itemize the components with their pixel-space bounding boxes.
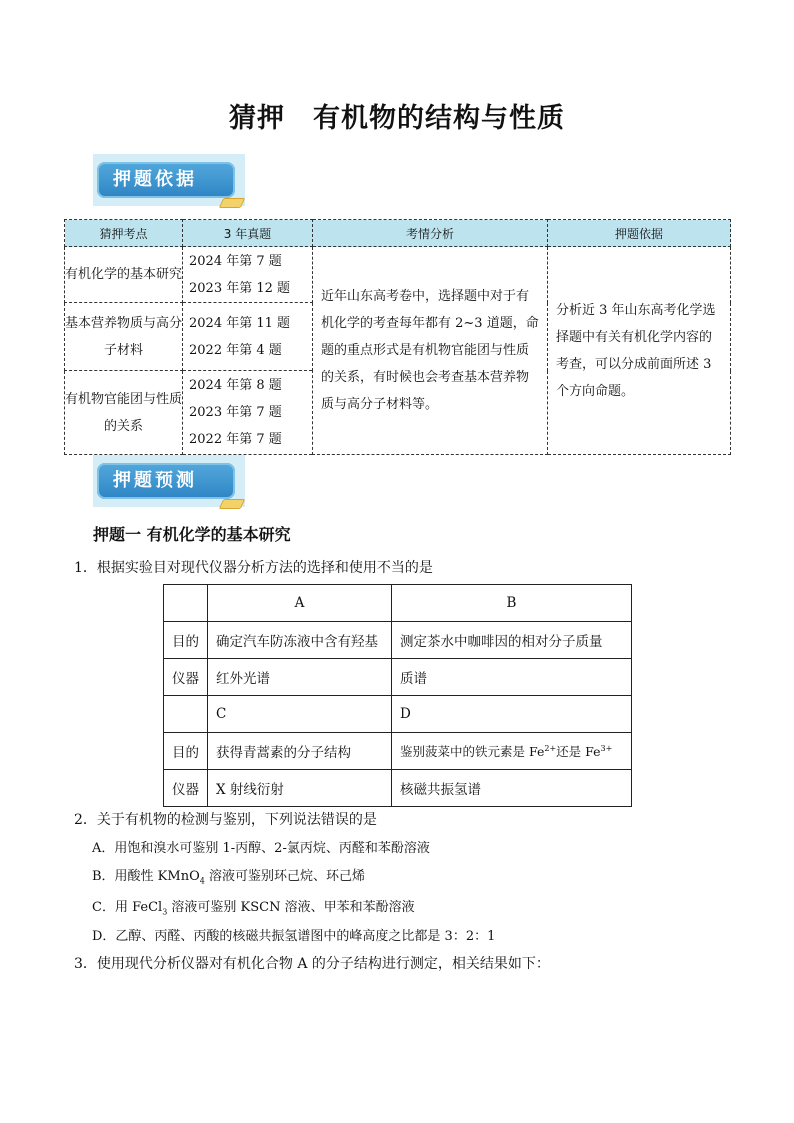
a-instrument: 红外光谱 bbox=[208, 659, 392, 696]
section-heading: 押题一 有机化学的基本研究 bbox=[93, 525, 291, 544]
question-2-option-c: C．用 FeCl$_3$ 溶液可鉴别 KSCN 溶液、甲苯和苯酚溶液 bbox=[92, 900, 415, 917]
d-purpose: 鉴别菠菜中的铁元素是 $Fe^{2+}$还是 $Fe^{3+}$ bbox=[392, 733, 632, 770]
page-title: 猜押 有机物的结构与性质 bbox=[229, 103, 565, 134]
a-purpose: 确定汽车防冻液中含有羟基 bbox=[208, 622, 392, 659]
basis-analysis: 近年山东高考卷中，选择题中对于有机化学的考查每年都有 2~3 道题，命题的重点形式是有机物官能团与性质的关系，有时候也会考查基本营养物质与高分子材料等。 bbox=[313, 247, 548, 455]
question-3-stem: 3．使用现代分析仪器对有机化合物 A 的分子结构进行测定，相关结果如下： bbox=[74, 956, 550, 972]
b-instrument: 质谱 bbox=[392, 659, 632, 696]
predict-badge-label: 押题预测 bbox=[97, 463, 235, 499]
basis-table bbox=[64, 219, 731, 455]
instrument-label: 仪器 bbox=[164, 770, 208, 807]
col-d-header: D bbox=[392, 696, 632, 733]
col-b-header: B bbox=[392, 585, 632, 622]
basis-header-analysis: 考情分析 bbox=[313, 220, 548, 247]
predict-badge bbox=[93, 455, 245, 513]
d-instrument: 核磁共振氢谱 bbox=[392, 770, 632, 807]
instrument-table bbox=[163, 584, 632, 807]
basis-reason: 分析近 3 年山东高考化学选择题中有关有机化学内容的考查，可以分成前面所述 3 个方向命题。 bbox=[548, 247, 731, 455]
basis-topic-3: 有机物官能团与性质的关系 bbox=[65, 371, 183, 455]
c-purpose: 获得青蒿素的分子结构 bbox=[208, 733, 392, 770]
basis-header-topic: 猜押考点 bbox=[65, 220, 183, 247]
question-1-stem: 1．根据实验目对现代仪器分析方法的选择和使用不当的是 bbox=[74, 560, 433, 576]
col-a-header: A bbox=[208, 585, 392, 622]
purpose-label: 目的 bbox=[164, 733, 208, 770]
basis-badge bbox=[93, 154, 245, 212]
basis-years-2: 2024 年第 11 题 2022 年第 4 题 bbox=[183, 303, 313, 371]
question-2-option-d: D．乙醇、丙醛、丙酸的核磁共振氢谱图中的峰高度之比都是 3：2：1 bbox=[92, 929, 496, 944]
basis-header-years: 3 年真题 bbox=[183, 220, 313, 247]
question-2-option-b: B．用酸性 KMnO$_4$ 溶液可鉴别环己烷、环己烯 bbox=[92, 869, 365, 886]
basis-years-1: 2024 年第 7 题 2023 年第 12 题 bbox=[183, 247, 313, 303]
basis-badge-label: 押题依据 bbox=[97, 162, 235, 198]
book-icon bbox=[219, 198, 246, 208]
instrument-label: 仪器 bbox=[164, 659, 208, 696]
basis-topic-1: 有机化学的基本研究 bbox=[65, 247, 183, 303]
book-icon bbox=[219, 499, 246, 509]
c-instrument: X 射线衍射 bbox=[208, 770, 392, 807]
question-2-option-a: A．用饱和溴水可鉴别 1-丙醇、2-氯丙烷、丙醛和苯酚溶液 bbox=[92, 841, 430, 856]
question-2-stem: 2．关于有机物的检测与鉴别，下列说法错误的是 bbox=[74, 812, 377, 828]
basis-topic-2: 基本营养物质与高分子材料 bbox=[65, 303, 183, 371]
basis-years-3: 2024 年第 8 题 2023 年第 7 题 2022 年第 7 题 bbox=[183, 371, 313, 455]
purpose-label: 目的 bbox=[164, 622, 208, 659]
b-purpose: 测定茶水中咖啡因的相对分子质量 bbox=[392, 622, 632, 659]
col-c-header: C bbox=[208, 696, 392, 733]
basis-header-basis: 押题依据 bbox=[548, 220, 731, 247]
